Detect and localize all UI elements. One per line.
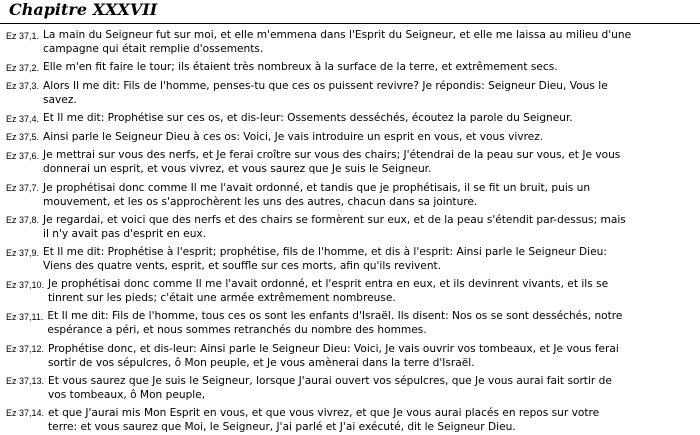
verse-text: Je regardai, et voici que des nerfs et des chairs se formèrent sur eux, et de la peau s'étendit par-dessus; mais il n'y avait pas d'esprit en eux.	[43, 213, 626, 240]
verse-reference: Ez 37,3.	[6, 81, 40, 92]
verse-text: Et Il me dit: Fils de l'homme, tous ces os sont les enfants d'Israël. Ils disent: Nos os se sont desséchés, notre espérance a péri, et nous sommes retranchés du nombre des hommes.	[47, 310, 623, 337]
verse-text: Prophétise donc, et dis-leur: Ainsi parle le Seigneur Dieu: Voici, Je vais ouvrir vos tombeaux, et Je vous ferai sortir de vos sépulcres, ô Mon peuple, et Je vous amènerai dans la terre d'Israël.	[48, 342, 619, 369]
verse-item	[6, 309, 696, 337]
verse-item	[6, 130, 696, 145]
verse-item	[6, 148, 696, 176]
verse-text: et que J'aurai mis Mon Esprit en vous, et que vous vivrez, et que Je vous aurai placés en repos sur votre terre: et vous saurez que Moi, le Seigneur, J'ai parlé et J'ai exécuté, dit le Seigneur Dieu.	[48, 406, 600, 433]
verse-text: Et Il me dit: Prophétise sur ces os, et dis-leur: Ossements desséchés, écoutez la parole du Seigneur.	[43, 112, 573, 125]
verse-item	[6, 60, 696, 75]
verse-item	[6, 406, 696, 434]
verse-item	[6, 28, 696, 56]
verse-item	[6, 277, 696, 305]
verse-reference: Ez 37,1.	[6, 30, 40, 41]
verse-text: Alors Il me dit: Fils de l'homme, penses-tu que ces os puissent revivre? Je répondis: Seigneur Dieu, Vous le savez.	[43, 79, 608, 106]
verse-reference: Ez 37,11.	[6, 311, 44, 322]
verse-text: Et vous saurez que Je suis le Seigneur, lorsque J'aurai ouvert vos sépulcres, que Je vous aurai fait sortir de vos tombeaux, ô Mon peuple,	[48, 374, 612, 401]
verse-reference: Ez 37,5.	[6, 132, 40, 143]
title-divider	[0, 23, 700, 24]
verse-item	[6, 245, 696, 273]
verse-item	[6, 213, 696, 241]
verse-text: Je mettrai sur vous des nerfs, et Je ferai croître sur vous des chairs; J'étendrai de la peau sur vous, et Je vous donnerai un esprit, et vous vivrez, et vous saurez que Je suis le Seigneur.	[43, 149, 621, 176]
verse-list	[6, 28, 696, 435]
verse-text: Je prophétisai donc comme Il me l'avait ordonné, et l'esprit entra en eux, et ils devinrent vivants, et ils se tinrent sur les pieds; c'était une armée extrêmement nombreuse.	[48, 278, 609, 305]
verse-reference: Ez 37,6.	[6, 150, 40, 161]
verse-item	[6, 79, 696, 107]
verse-reference: Ez 37,13.	[6, 376, 45, 387]
verse-reference: Ez 37,7.	[6, 183, 40, 194]
verse-reference: Ez 37,9.	[6, 247, 40, 258]
chapter-title: Chapitre XXXVII	[9, 0, 158, 19]
verse-item	[6, 181, 696, 209]
verse-text: Elle m'en fit faire le tour; ils étaient très nombreux à la surface de la terre, et extrêmement secs.	[43, 61, 558, 74]
verse-item	[6, 342, 696, 370]
verse-text: Et Il me dit: Prophétise à l'esprit; prophétise, fils de l'homme, et dis à l'esprit: Ainsi parle le Seigneur Dieu: Viens des quatre vents, esprit, et souffle sur ces morts, afin qu'ils revivent.	[43, 246, 607, 272]
verse-reference: Ez 37,14.	[6, 408, 45, 419]
verse-reference: Ez 37,12.	[6, 344, 45, 355]
verse-item	[6, 111, 696, 126]
verse-text: La main du Seigneur fut sur moi, et elle m'emmena dans l'Esprit du Seigneur, et elle me laissa au milieu d'une campagne qui était remplie d'ossements.	[43, 29, 632, 55]
verse-text: Ainsi parle le Seigneur Dieu à ces os: Voici, Je vais introduire un esprit en vous, et vous vivrez.	[43, 130, 544, 143]
verse-text: Je prophétisai donc comme Il me l'avait ordonné, et tandis que je prophétisais, il se fit un bruit, puis un mouvement, et les os s'approchèrent les uns des autres, chacun dans sa jointure.	[43, 181, 591, 208]
verse-reference: Ez 37,2.	[6, 62, 40, 73]
verse-item	[6, 374, 696, 402]
verse-reference: Ez 37,4.	[6, 113, 40, 124]
verse-reference: Ez 37,8.	[6, 215, 40, 226]
verse-reference: Ez 37,10.	[6, 279, 45, 290]
